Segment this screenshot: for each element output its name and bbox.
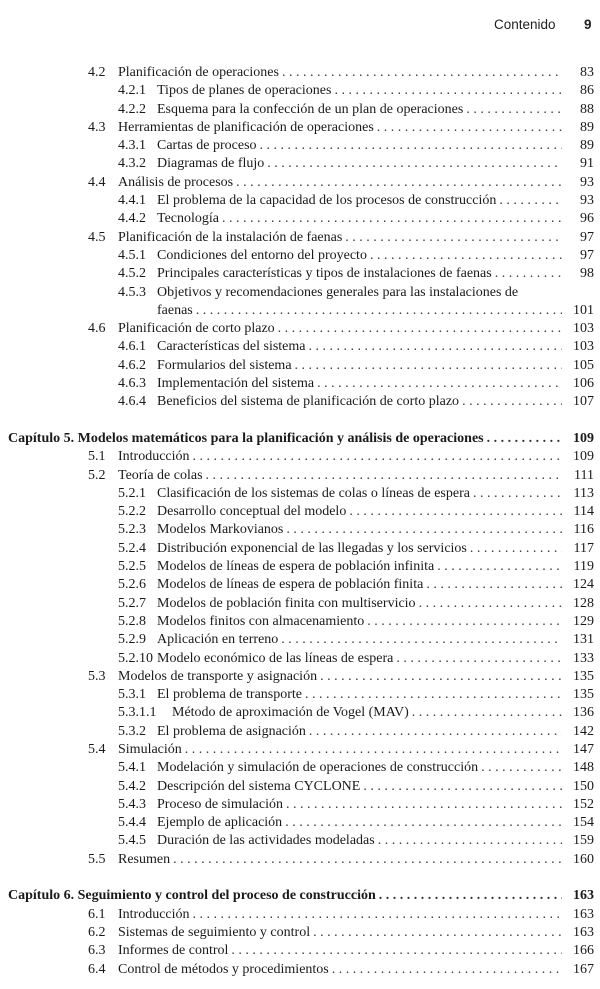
dot-leader: [334, 82, 562, 100]
entry-page: 109: [573, 449, 594, 465]
entry-number: 5.5: [88, 851, 106, 867]
entry-page: 131: [573, 632, 594, 648]
entry-title: Modelos finitos con almacenamiento: [157, 613, 367, 631]
entry-page: 154: [573, 815, 594, 831]
toc-entry[interactable]: [0, 759, 600, 777]
entry-page: 88: [580, 101, 594, 117]
dot-leader: [206, 467, 562, 485]
dot-leader: [222, 210, 562, 228]
entry-number: 5.4.5: [118, 833, 146, 849]
entry-page: 97: [580, 229, 594, 245]
entry-title: Tipos de planes de operaciones: [157, 82, 334, 100]
toc-entry[interactable]: [0, 942, 600, 960]
entry-number: 5.2.10: [118, 650, 153, 666]
entry-number: 5.2.2: [118, 504, 146, 520]
toc-entry[interactable]: [0, 704, 600, 722]
entry-number: 5.3.1: [118, 687, 146, 703]
toc-entry[interactable]: [0, 832, 600, 850]
dot-leader: [437, 558, 562, 576]
entry-page: 163: [573, 924, 594, 940]
toc-entry[interactable]: [0, 668, 600, 686]
dot-leader: [309, 338, 563, 356]
entry-title: Esquema para la confección de un plan de operaciones: [157, 101, 466, 119]
toc-entry[interactable]: [0, 174, 600, 192]
entry-title: Planificación de la instalación de faenas: [118, 229, 345, 247]
entry-title: Método de aproximación de Vogel (MAV): [172, 704, 412, 722]
toc-entry[interactable]: [0, 741, 600, 759]
toc-chapter-entry[interactable]: [0, 887, 600, 905]
entry-title: Modelos de líneas de espera de población finita: [157, 576, 426, 594]
entry-number: 5.4.3: [118, 796, 146, 812]
entry-number: 4.6: [88, 321, 106, 337]
entry-title: Duración de las actividades modeladas: [157, 832, 378, 850]
dot-leader: [236, 174, 562, 192]
entry-number: 4.6.1: [118, 339, 146, 355]
entry-page: 152: [573, 796, 594, 812]
entry-page: 93: [580, 193, 594, 209]
entry-number: 6.2: [88, 924, 106, 940]
dot-leader: [426, 576, 562, 594]
entry-number: 5.4.2: [118, 778, 146, 794]
entry-page: 89: [580, 119, 594, 135]
entry-page: 150: [573, 778, 594, 794]
entry-page: 167: [573, 961, 594, 977]
entry-page: 163: [573, 906, 594, 922]
dot-leader: [285, 814, 562, 832]
dot-leader: [473, 485, 562, 503]
toc-entry[interactable]: [0, 631, 600, 649]
entry-page: 114: [573, 504, 594, 520]
dot-leader: [332, 961, 562, 979]
entry-title: Introducción: [118, 906, 193, 924]
entry-title: Modelo económico de las líneas de espera: [157, 650, 396, 668]
entry-title: Principales características y tipos de instalaciones de faenas: [157, 265, 495, 283]
entry-title: Aplicación en terreno: [157, 631, 281, 649]
entry-title: Modelos Markovianos: [157, 521, 286, 539]
entry-page: 113: [573, 485, 594, 501]
entry-page: 93: [580, 174, 594, 190]
entry-title: Resumen: [118, 851, 173, 869]
entry-title: Características del sistema: [157, 338, 309, 356]
toc-entry[interactable]: [0, 64, 600, 82]
dot-leader: [499, 192, 562, 210]
dot-leader: [313, 924, 562, 942]
entry-number: 5.2.5: [118, 559, 146, 575]
dot-leader: [367, 613, 562, 631]
toc-entry[interactable]: [0, 814, 600, 832]
entry-number: 5.2.9: [118, 632, 146, 648]
dot-leader: [320, 668, 562, 686]
entry-number: 4.5.2: [118, 266, 146, 282]
entry-page: 116: [573, 522, 594, 538]
entry-title: Modelos de transporte y asignación: [118, 668, 320, 686]
entry-title: Distribución exponencial de las llegadas y los servicios: [157, 540, 470, 558]
entry-page: 136: [573, 705, 594, 721]
entry-title: Diagramas de flujo: [157, 155, 267, 173]
toc-entry[interactable]: [0, 210, 600, 228]
entry-title: Modelos de población finita con multiservicio: [157, 595, 419, 613]
dot-leader: [278, 320, 562, 338]
dot-leader: [412, 704, 562, 722]
entry-title: Cartas de proceso: [157, 137, 260, 155]
toc-entry[interactable]: [0, 265, 600, 283]
entry-number: 4.6.3: [118, 376, 146, 392]
dot-leader: [345, 229, 562, 247]
dot-leader: [370, 247, 562, 265]
dot-leader: [196, 302, 562, 320]
entry-title: Desarrollo conceptual del modelo: [157, 503, 349, 521]
dot-leader: [377, 119, 562, 137]
dot-leader: [260, 137, 562, 155]
toc-entry[interactable]: [0, 503, 600, 521]
entry-number: 5.3.1.1: [118, 705, 157, 721]
dot-leader: [419, 595, 562, 613]
entry-number: 5.4.4: [118, 815, 146, 831]
dot-leader: [309, 723, 562, 741]
entry-title: Implementación del sistema: [157, 375, 317, 393]
toc-entry[interactable]: [0, 375, 600, 393]
entry-title: Capítulo 5. Modelos matemáticos para la planificación y análisis de operaciones: [8, 430, 487, 448]
entry-page: 142: [573, 723, 594, 739]
toc-entry[interactable]: [0, 723, 600, 741]
entry-number: 4.6.4: [118, 394, 146, 410]
toc-entry[interactable]: [0, 613, 600, 631]
entry-page: 159: [573, 833, 594, 849]
dot-leader: [466, 101, 562, 119]
entry-title: Formularios del sistema: [157, 357, 295, 375]
toc-entry[interactable]: [0, 393, 600, 411]
entry-page: 117: [573, 540, 594, 556]
entry-title: Planificación de corto plazo: [118, 320, 278, 338]
entry-page: 135: [573, 687, 594, 703]
entry-title: Modelación y simulación de operaciones de construcción: [157, 759, 481, 777]
entry-number: 4.4.1: [118, 193, 146, 209]
dot-leader: [349, 503, 562, 521]
entry-page: 124: [573, 577, 594, 593]
toc-entry[interactable]: [0, 650, 600, 668]
entry-title: Tecnología: [157, 210, 222, 228]
entry-page: 160: [573, 851, 594, 867]
entry-page: 111: [574, 467, 594, 483]
toc-entry[interactable]: [0, 686, 600, 704]
entry-title: El problema de asignación: [157, 723, 309, 741]
entry-page: 101: [573, 302, 594, 318]
entry-number: 5.2.6: [118, 577, 146, 593]
entry-page: 83: [580, 65, 594, 80]
running-header-title: Contenido: [494, 17, 556, 32]
toc-chapter-entry[interactable]: [0, 430, 600, 448]
entry-number: 5.3: [88, 668, 106, 684]
toc-entry[interactable]: [0, 595, 600, 613]
entry-number: 4.3: [88, 119, 106, 135]
entry-number: 4.2.2: [118, 101, 146, 117]
entry-page: 91: [580, 156, 594, 172]
dot-leader: [231, 942, 562, 960]
dot-leader: [379, 887, 562, 905]
entry-number: 6.4: [88, 961, 106, 977]
entry-number: 4.5: [88, 229, 106, 245]
toc-entry[interactable]: [0, 338, 600, 356]
entry-page: 103: [573, 339, 594, 355]
entry-page: 106: [573, 376, 594, 392]
entry-number: 5.2: [88, 467, 106, 483]
dot-leader: [363, 778, 562, 796]
entry-page: 96: [580, 211, 594, 227]
dot-leader: [481, 759, 562, 777]
dot-leader: [267, 155, 562, 173]
dot-leader: [185, 741, 562, 759]
entry-title: Modelos de líneas de espera de población infinita: [157, 558, 437, 576]
entry-title: Teoría de colas: [118, 467, 206, 485]
entry-title: Condiciones del entorno del proyecto: [157, 247, 370, 265]
entry-number: 4.5.3: [118, 284, 146, 300]
toc-entry[interactable]: [0, 906, 600, 924]
dot-leader: [281, 631, 562, 649]
entry-title: Proceso de simulación: [157, 796, 286, 814]
entry-page: 163: [573, 888, 594, 904]
entry-title: Clasificación de los sistemas de colas o líneas de espera: [157, 485, 473, 503]
entry-page: 133: [573, 650, 594, 666]
entry-title: Planificación de operaciones: [118, 64, 282, 82]
dot-leader: [286, 796, 562, 814]
dot-leader: [487, 430, 562, 448]
toc-entry[interactable]: [0, 284, 600, 302]
entry-title: El problema de transporte: [157, 686, 305, 704]
dot-leader: [470, 540, 562, 558]
entry-number: 4.3.1: [118, 138, 146, 154]
toc-entry[interactable]: [0, 229, 600, 247]
dot-leader: [173, 851, 562, 869]
toc-entry[interactable]: [0, 247, 600, 265]
dot-leader: [295, 357, 562, 375]
entry-number: 5.4: [88, 741, 106, 757]
toc-entry[interactable]: [0, 778, 600, 796]
dot-leader: [378, 832, 562, 850]
entry-number: 5.2.1: [118, 485, 146, 501]
toc-entry[interactable]: [0, 485, 600, 503]
toc-entry[interactable]: [0, 961, 600, 979]
entry-title: Ejemplo de aplicación: [157, 814, 285, 832]
entry-page: 119: [573, 559, 594, 575]
entry-title: faenas: [157, 302, 196, 320]
entry-title: Herramientas de planificación de operaciones: [118, 119, 377, 137]
entry-number: 4.4.2: [118, 211, 146, 227]
entry-number: 4.2: [88, 65, 106, 80]
toc-entry[interactable]: [0, 82, 600, 100]
entry-page: 105: [573, 357, 594, 373]
entry-number: 4.2.1: [118, 83, 146, 99]
entry-number: 5.1: [88, 449, 106, 465]
dot-leader: [495, 265, 562, 283]
toc-entry[interactable]: [0, 796, 600, 814]
toc-entry[interactable]: [0, 101, 600, 119]
toc-entry[interactable]: [0, 192, 600, 210]
dot-leader: [305, 686, 562, 704]
toc-entry[interactable]: [0, 851, 600, 869]
toc-entry[interactable]: [0, 558, 600, 576]
toc-entry[interactable]: [0, 137, 600, 155]
entry-title: Informes de control: [118, 942, 231, 960]
toc-entry[interactable]: [0, 521, 600, 539]
entry-title: Análisis de procesos: [118, 174, 236, 192]
entry-page: 147: [573, 741, 594, 757]
entry-number: 4.4: [88, 174, 106, 190]
toc-entry[interactable]: [0, 467, 600, 485]
dot-leader: [193, 448, 562, 466]
entry-number: 4.6.2: [118, 357, 146, 373]
spacer: [0, 869, 600, 887]
entry-number: 4.3.2: [118, 156, 146, 172]
dot-leader: [462, 393, 562, 411]
entry-page: 129: [573, 613, 594, 629]
entry-page: 128: [573, 595, 594, 611]
entry-title: Sistemas de seguimiento y control: [118, 924, 313, 942]
toc-entry[interactable]: [0, 119, 600, 137]
entry-page: 103: [573, 321, 594, 337]
toc-entry[interactable]: [0, 320, 600, 338]
entry-page: 97: [580, 247, 594, 263]
dot-leader: [286, 521, 562, 539]
entry-number: 5.3.2: [118, 723, 146, 739]
entry-title: Objetivos y recomendaciones generales para las instalaciones de: [157, 284, 521, 302]
entry-title: Descripción del sistema CYCLONE: [157, 778, 363, 796]
entry-page: 148: [573, 760, 594, 776]
toc-entry[interactable]: [0, 302, 600, 320]
entry-number: 6.1: [88, 906, 106, 922]
entry-page: 166: [573, 943, 594, 959]
entry-title: Control de métodos y procedimientos: [118, 961, 332, 979]
entry-title: Capítulo 6. Seguimiento y control del proceso de construcción: [8, 887, 379, 905]
entry-number: 5.2.4: [118, 540, 146, 556]
entry-title: Beneficios del sistema de planificación de corto plazo: [157, 393, 462, 411]
dot-leader: [317, 375, 562, 393]
entry-number: 4.5.1: [118, 247, 146, 263]
toc-entry[interactable]: [0, 924, 600, 942]
entry-number: 6.3: [88, 943, 106, 959]
toc-entry[interactable]: [0, 357, 600, 375]
toc-entry[interactable]: [0, 155, 600, 173]
entry-title: El problema de la capacidad de los procesos de construcción: [157, 192, 499, 210]
table-of-contents: [0, 64, 600, 979]
entry-page: 107: [573, 394, 594, 410]
entry-number: 5.4.1: [118, 760, 146, 776]
entry-page: 135: [573, 668, 594, 684]
entry-title: Simulación: [118, 741, 185, 759]
entry-page: 109: [573, 430, 594, 446]
dot-leader: [282, 64, 562, 82]
toc-entry[interactable]: [0, 448, 600, 466]
page-number: 9: [584, 17, 592, 32]
dot-leader: [193, 906, 562, 924]
entry-page: 98: [580, 266, 594, 282]
toc-entry[interactable]: [0, 540, 600, 558]
dot-leader: [396, 650, 562, 668]
spacer: [0, 412, 600, 430]
entry-number: 5.2.7: [118, 595, 146, 611]
entry-title: Introducción: [118, 448, 193, 466]
entry-page: 89: [580, 138, 594, 154]
entry-number: 5.2.8: [118, 613, 146, 629]
toc-entry[interactable]: [0, 576, 600, 594]
entry-page: 86: [580, 83, 594, 99]
entry-number: 5.2.3: [118, 522, 146, 538]
